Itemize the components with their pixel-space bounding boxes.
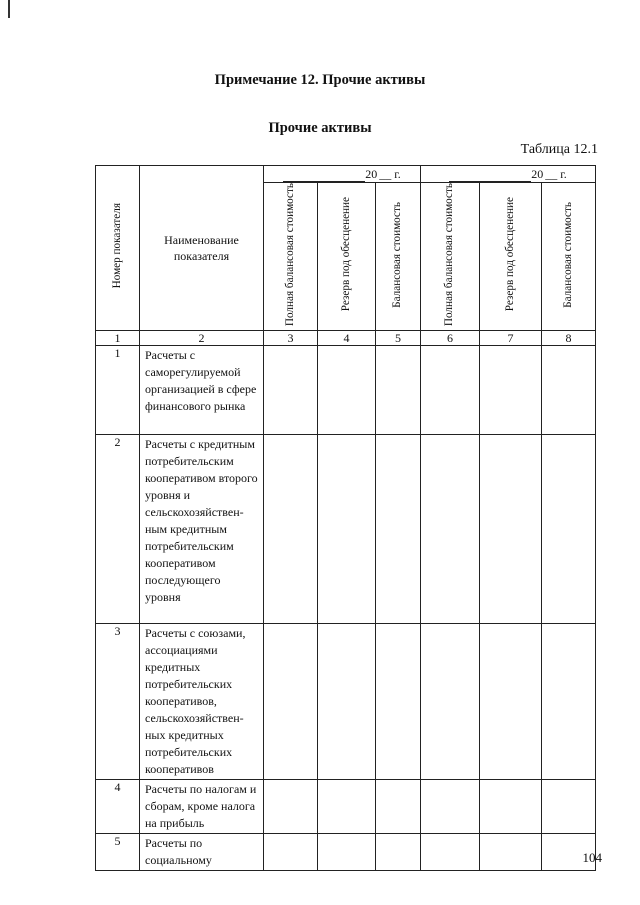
row-name: Расчеты с союзами, ассоциациями кредитных потребительских кооперативов, сельскохозяйствен-ных кредитных потребительских кооперативов <box>140 624 264 780</box>
col-index-8: 8 <box>542 331 596 346</box>
row-number: 2 <box>96 435 140 624</box>
value-cell <box>480 346 542 435</box>
table-row <box>96 346 596 435</box>
value-cell <box>264 435 318 624</box>
value-cell <box>376 346 421 435</box>
col-index-5: 5 <box>376 331 421 346</box>
value-cell <box>318 435 376 624</box>
year-blank-2 <box>449 170 531 182</box>
value-cell <box>480 834 542 871</box>
year-prefix-1: 20 <box>365 166 378 181</box>
row-name: Расчеты с кредитным потребительским кооперативом второго уровня и сельскохозяйствен-ным кредитным потребительским кооперативом последующего уровня <box>140 435 264 624</box>
table-row <box>96 624 596 780</box>
subheader-net-1-text: Балансовая стоимость <box>391 201 404 308</box>
table-title: Прочие активы <box>268 120 372 136</box>
value-cell <box>480 780 542 834</box>
note-heading: Примечание 12. Прочие активы <box>214 72 426 88</box>
header-name: Наименование показателя <box>140 166 264 331</box>
header-row-years <box>96 166 596 183</box>
table-label: Таблица 12.1 <box>520 142 598 157</box>
year-header-2 <box>421 166 596 183</box>
margin-mark <box>8 0 10 18</box>
assets-table <box>95 165 596 871</box>
subheader-gross-2-text: Полная балансовая стоимость <box>443 183 456 327</box>
value-cell <box>264 834 318 871</box>
table-row <box>96 780 596 834</box>
year-suffix-2: __ г. <box>545 166 567 181</box>
col-index-6: 6 <box>421 331 480 346</box>
value-cell <box>542 780 596 834</box>
subheader-reserve-2-text: Резерв под обесценение <box>503 197 516 312</box>
value-cell <box>542 346 596 435</box>
value-cell <box>318 624 376 780</box>
page-number: 104 <box>582 850 602 865</box>
header-number <box>96 166 140 331</box>
row-name: Расчеты с саморегулируемой организацией в сфере финансового рынка <box>140 346 264 435</box>
value-cell <box>318 780 376 834</box>
table-row <box>96 834 596 871</box>
subheader-reserve-1-text: Резерв под обесценение <box>339 197 352 312</box>
value-cell <box>542 624 596 780</box>
value-cell <box>542 435 596 624</box>
col-index-3: 3 <box>264 331 318 346</box>
value-cell <box>376 624 421 780</box>
value-cell <box>264 624 318 780</box>
row-name: Расчеты по социальному <box>140 834 264 871</box>
value-cell <box>480 435 542 624</box>
value-cell <box>376 435 421 624</box>
value-cell <box>421 780 480 834</box>
value-cell <box>421 624 480 780</box>
subheader-gross-1 <box>264 183 318 331</box>
col-index-4: 4 <box>318 331 376 346</box>
value-cell <box>421 435 480 624</box>
subheader-net-2 <box>542 183 596 331</box>
value-cell <box>376 834 421 871</box>
subheader-reserve-1 <box>318 183 376 331</box>
year-blank-1 <box>283 170 365 182</box>
year-prefix-2: 20 <box>531 166 544 181</box>
row-name: Расчеты по налогам и сборам, кроме налога на прибыль <box>140 780 264 834</box>
subheader-net-1 <box>376 183 421 331</box>
col-index-7: 7 <box>480 331 542 346</box>
row-number: 4 <box>96 780 140 834</box>
row-number: 1 <box>96 346 140 435</box>
col-index-2: 2 <box>140 331 264 346</box>
value-cell <box>421 346 480 435</box>
value-cell <box>264 780 318 834</box>
header-number-text: Номер показателя <box>110 203 123 289</box>
row-number: 5 <box>96 834 140 871</box>
subheader-reserve-2 <box>480 183 542 331</box>
year-suffix-1: __ г. <box>379 166 401 181</box>
subheader-net-2-text: Балансовая стоимость <box>561 201 574 308</box>
value-cell <box>318 834 376 871</box>
row-number: 3 <box>96 624 140 780</box>
value-cell <box>421 834 480 871</box>
table-row <box>96 435 596 624</box>
value-cell <box>318 346 376 435</box>
subheader-gross-1-text: Полная балансовая стоимость <box>283 183 296 327</box>
column-index-row <box>96 331 596 346</box>
subheader-gross-2 <box>421 183 480 331</box>
year-header-1 <box>264 166 421 183</box>
value-cell <box>376 780 421 834</box>
col-index-1: 1 <box>96 331 140 346</box>
value-cell <box>480 624 542 780</box>
value-cell <box>264 346 318 435</box>
